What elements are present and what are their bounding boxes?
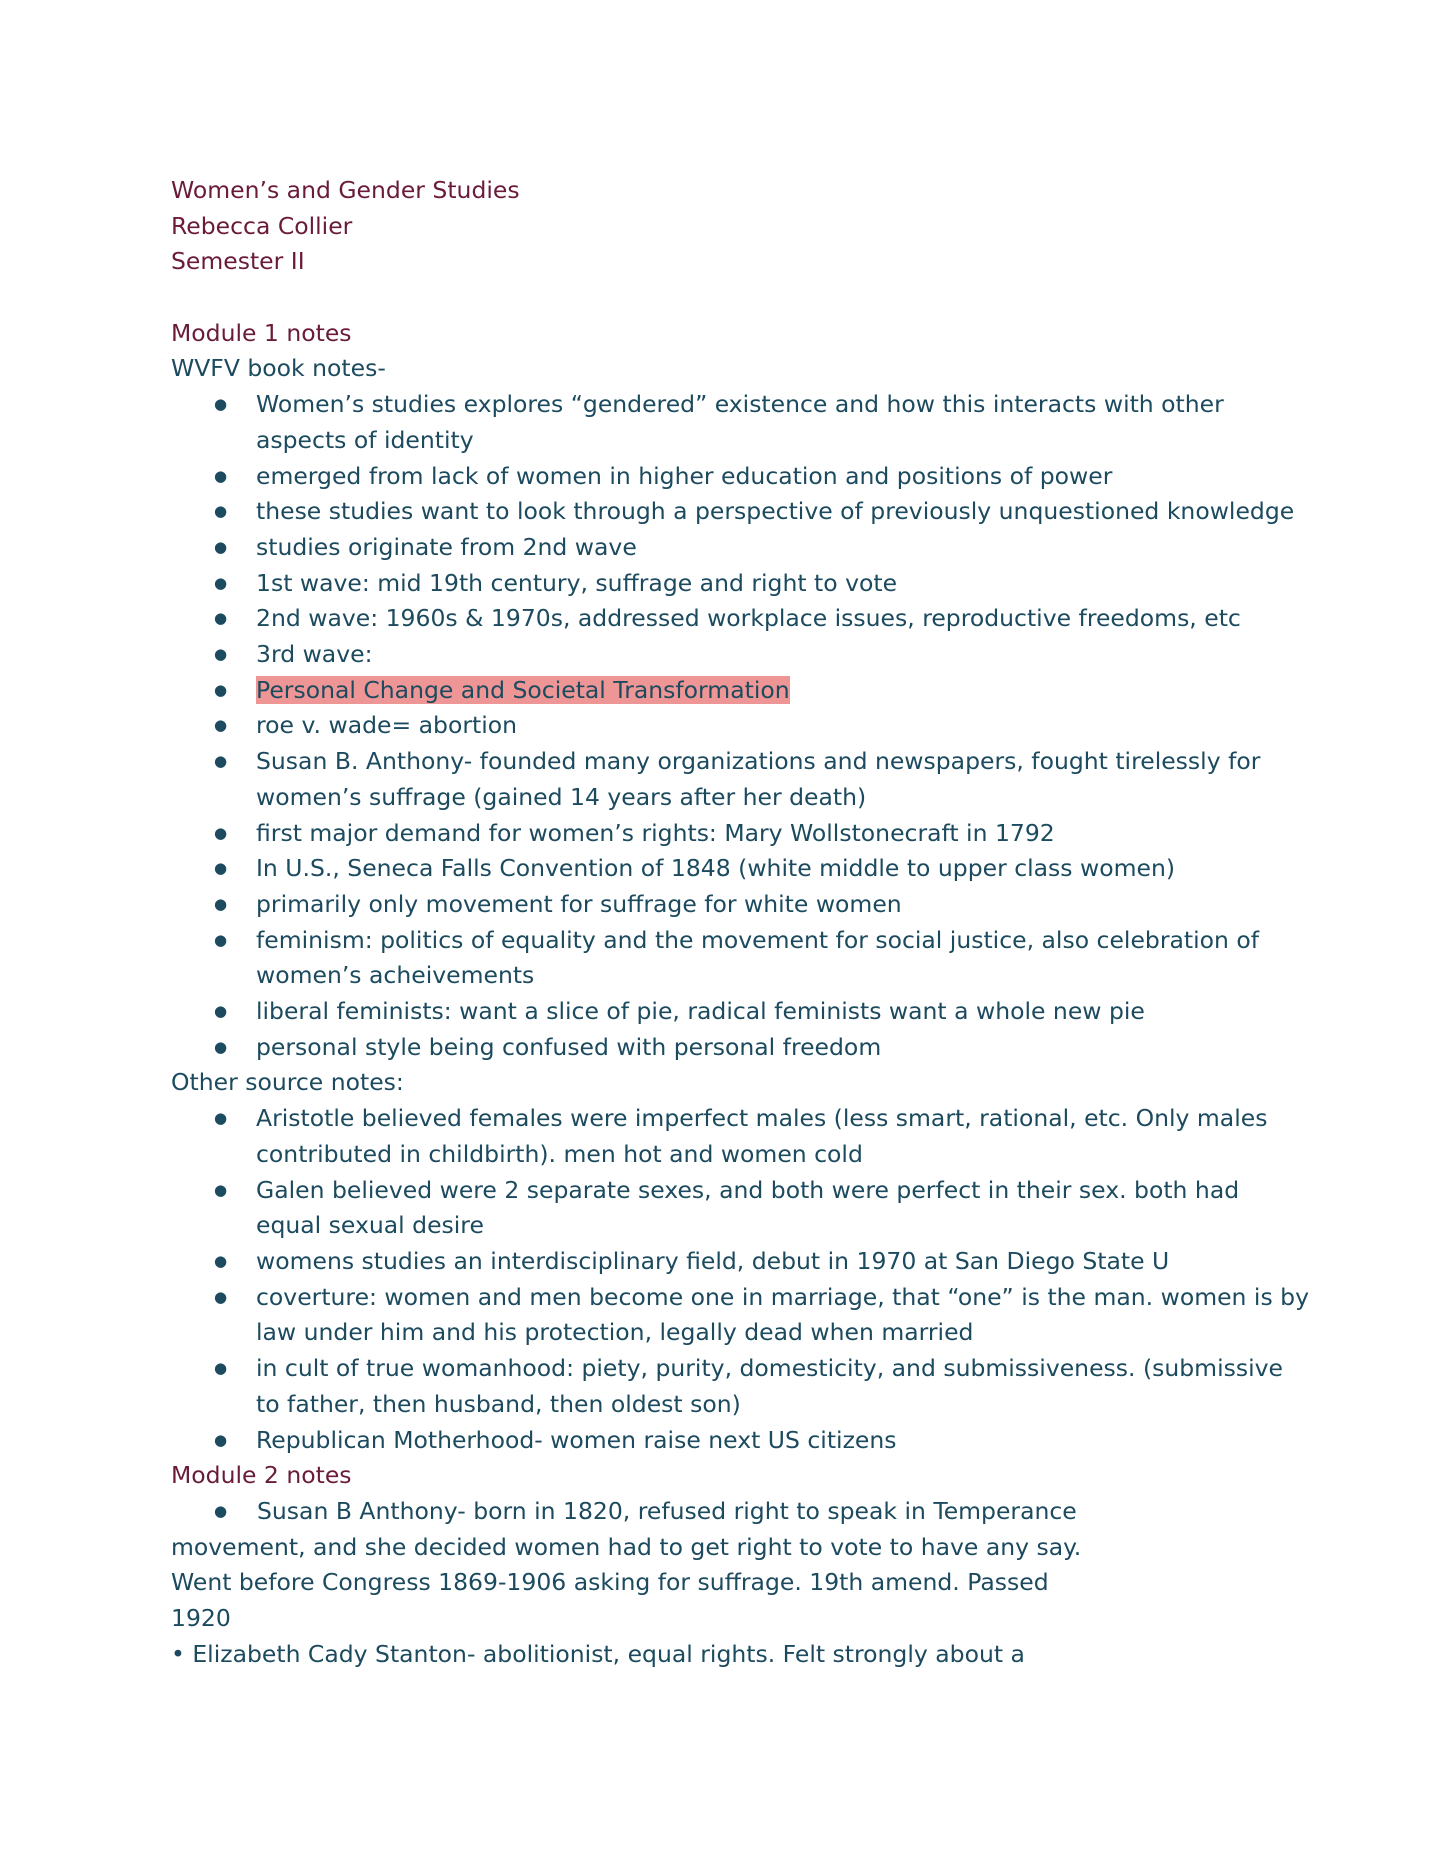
document-page: [171, 173, 1311, 1672]
module-2-heading: Module 2 notes: [171, 1461, 352, 1490]
course-title: Women’s and Gender Studies: [171, 176, 520, 204]
list-item: ● Susan B. Anthony- founded many organizations and newspapers, fought tirelessly for women’s suffrage (gained 14 years after her death): [256, 744, 1311, 815]
other-notes-heading: Other source notes:: [171, 1068, 404, 1097]
book-notes-list: [171, 387, 1311, 1065]
list-item: ● studies originate from 2nd wave: [256, 530, 1311, 566]
highlighted-text: Personal Change and Societal Transformation: [256, 675, 790, 704]
book-notes-heading: WVFV book notes-: [171, 354, 386, 383]
list-item: ● these studies want to look through a perspective of previously unquestioned knowledge: [256, 494, 1311, 530]
module-2-line: movement, and she decided women had to get right to vote to have any say.: [171, 1532, 1082, 1561]
list-item: ● Republican Motherhood- women raise next US citizens: [256, 1423, 1311, 1459]
list-item: ● womens studies an interdisciplinary field, debut in 1970 at San Diego State U: [256, 1244, 1311, 1280]
list-item: ● In U.S., Seneca Falls Convention of 1848 (white middle to upper class women): [256, 851, 1311, 887]
module-2-line: • Elizabeth Cady Stanton- abolitionist, equal rights. Felt strongly about a: [171, 1639, 1025, 1668]
module-2-line: 1920: [171, 1603, 231, 1632]
list-item: ● 2nd wave: 1960s & 1970s, addressed workplace issues, reproductive freedoms, etc: [256, 601, 1311, 637]
list-item: ● feminism: politics of equality and the movement for social justice, also celebration of women’s acheivements: [256, 923, 1311, 994]
list-item: ● Galen believed were 2 separate sexes, and both were perfect in their sex. both had equal sexual desire: [256, 1173, 1311, 1244]
list-item: ● 3rd wave:: [256, 637, 1311, 673]
list-item: ● first major demand for women’s rights: Mary Wollstonecraft in 1792: [256, 816, 1311, 852]
other-notes-list: [171, 1101, 1311, 1458]
list-item: ● roe v. wade= abortion: [256, 708, 1311, 744]
list-item-highlighted: [256, 673, 1311, 709]
list-item: ● liberal feminists: want a slice of pie, radical feminists want a whole new pie: [256, 994, 1311, 1030]
list-item: ● coverture: women and men become one in marriage, that “one” is the man. women is by law under him and his protection, legally dead when married: [256, 1280, 1311, 1351]
list-item: ● personal style being confused with personal freedom: [256, 1030, 1311, 1066]
module-1-heading: Module 1 notes: [171, 318, 352, 347]
module-2-line: Went before Congress 1869-1906 asking for suffrage. 19th amend. Passed: [171, 1568, 1049, 1597]
list-item: ● 1st wave: mid 19th century, suffrage and right to vote: [256, 566, 1311, 602]
list-item: ● Aristotle believed females were imperfect males (less smart, rational, etc. Only males contributed in childbirth). men hot and women cold: [256, 1101, 1311, 1172]
list-item: ● in cult of true womanhood: piety, purity, domesticity, and submissiveness. (submissive to father, then husband, then oldest son): [256, 1351, 1311, 1422]
author-name: Rebecca Collier: [171, 211, 353, 240]
list-item: ● primarily only movement for suffrage for white women: [256, 887, 1311, 923]
module-2-paragraph-first: ● Susan B Anthony- born in 1820, refused right to speak in Temperance: [171, 1494, 1311, 1530]
list-item: ● Women’s studies explores “gendered” existence and how this interacts with other aspects of identity: [256, 387, 1311, 458]
semester-label: Semester II: [171, 247, 305, 276]
list-item: ● emerged from lack of women in higher education and positions of power: [256, 459, 1311, 495]
